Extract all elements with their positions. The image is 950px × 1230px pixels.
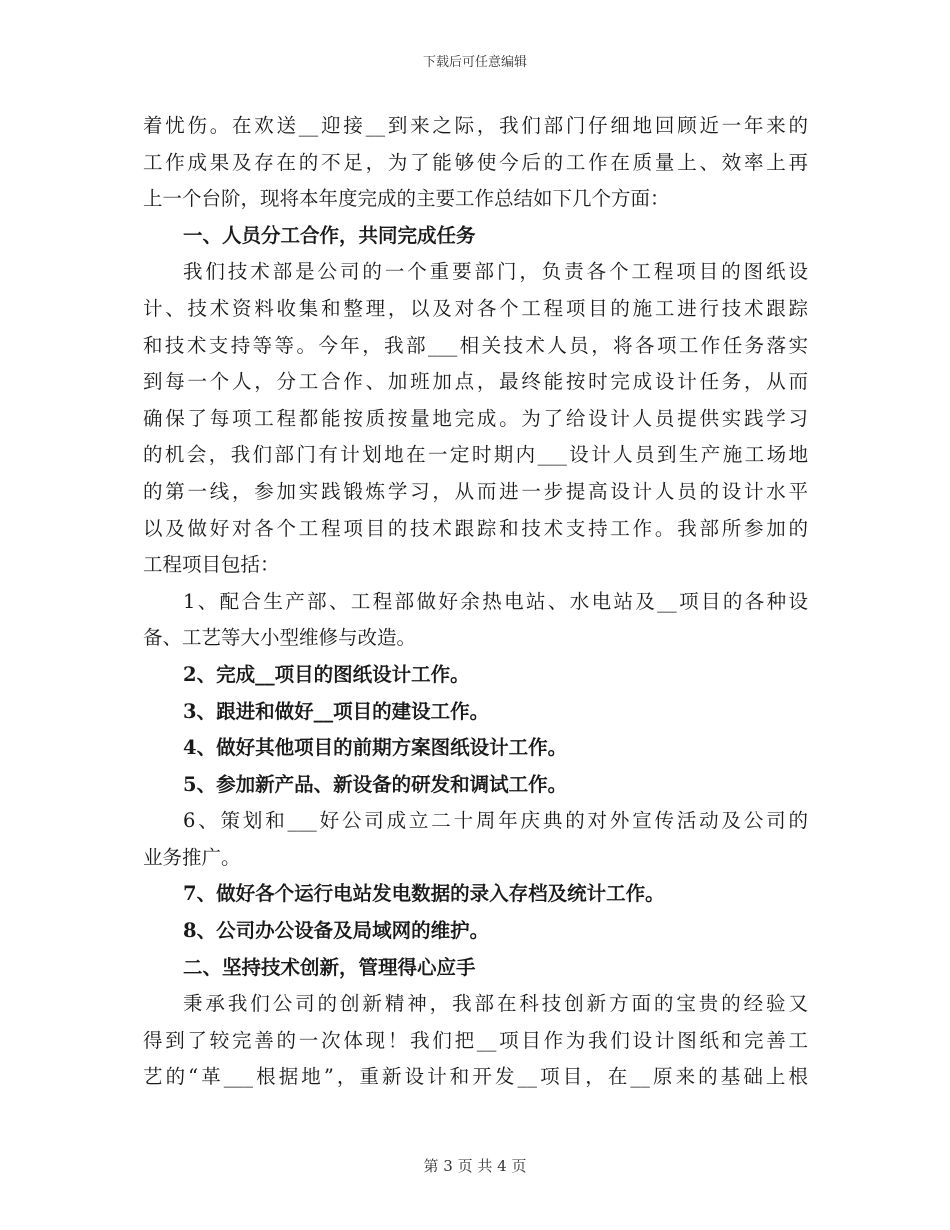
text-line: 我们技术部是公司的一个重要部门，负责各个工程项目的图纸设 [183, 260, 808, 284]
document-body [143, 108, 808, 1096]
text-line: 秉承我们公司的创新精神，我部在科技创新方面的宝贵的经验又 [183, 992, 808, 1016]
text-line: 到每一个人，分工合作、加班加点，最终能按时完成设计任务，从而 [143, 370, 808, 394]
text-line: 得到了较完善的一次体现！我们把__项目作为我们设计图纸和完善工 [143, 1028, 808, 1052]
text-line: 7、做好各个运行电站发电数据的录入存档及统计工作。 [183, 882, 665, 906]
page-header: 下载后可任意编辑 [422, 55, 527, 70]
text-line: 着忧伤。在欢送__迎接__到来之际，我们部门仔细地回顾近一年来的 [143, 114, 808, 137]
body-paragraph [143, 584, 808, 657]
text-line: 上一个台阶，现将本年度完成的主要工作总结如下几个方面： [143, 187, 670, 211]
heading-paragraph [143, 694, 808, 731]
body-paragraph [143, 254, 808, 583]
text-line: 备、工艺等大小型维修与改造。 [143, 626, 417, 650]
text-line: 4、做好其他项目的前期方案图纸设计工作。 [183, 736, 568, 760]
text-line: 工作成果及存在的不足，为了能够使今后的工作在质量上、效率上再 [143, 150, 808, 174]
heading-paragraph [143, 730, 808, 767]
text-line: 3、跟进和做好__项目的建设工作。 [183, 699, 490, 723]
page-footer: 第 3 页 共 4 页 [423, 1157, 527, 1175]
text-line: 1、配合生产部、工程部做好余热电站、水电站及__项目的各种设 [183, 589, 808, 613]
text-line: 8、公司办公设备及局域网的维护。 [183, 919, 490, 943]
text-line: 的第一线，参加实践锻炼学习，从而进一步提高设计人员的设计水平 [143, 479, 808, 503]
heading-paragraph [143, 657, 808, 694]
text-line: 确保了每项工程都能按质按量地完成。为了给设计人员提供实践学习 [143, 406, 808, 430]
text-line: 6、策划和___好公司成立二十周年庆典的对外宣传活动及公司的 [183, 809, 808, 833]
heading-paragraph [143, 950, 808, 987]
body-paragraph [143, 108, 808, 218]
text-line: 以及做好对各个工程项目的技术跟踪和技术支持工作。我部所参加的 [143, 516, 808, 540]
heading-paragraph [143, 876, 808, 913]
text-line: 5、参加新产品、新设备的研发和调试工作。 [183, 772, 568, 796]
text-line: 2、完成__项目的图纸设计工作。 [183, 662, 470, 686]
body-paragraph [143, 986, 808, 1096]
text-line: 和技术支持等等。今年，我部___相关技术人员，将各项工作任务落实 [143, 333, 808, 357]
text-line: 计、技术资料收集和整理，以及对各个工程项目的施工进行技术跟踪 [143, 296, 808, 320]
heading-paragraph [143, 218, 808, 255]
heading-paragraph [143, 913, 808, 950]
body-paragraph [143, 803, 808, 876]
heading-paragraph [143, 767, 808, 804]
text-line: 的机会，我们部门有计划地在一定时期内___设计人员到生产施工场地 [143, 443, 808, 467]
text-line: 艺的“革___根据地”，重新设计和开发__项目，在__原来的基础上根 [143, 1065, 808, 1089]
text-line: 业务推广。 [143, 845, 241, 869]
text-line: 工程项目包括： [143, 553, 280, 577]
text-line: 一、人员分工合作，共同完成任务 [183, 223, 476, 247]
text-line: 二、坚持技术创新，管理得心应手 [183, 955, 476, 979]
